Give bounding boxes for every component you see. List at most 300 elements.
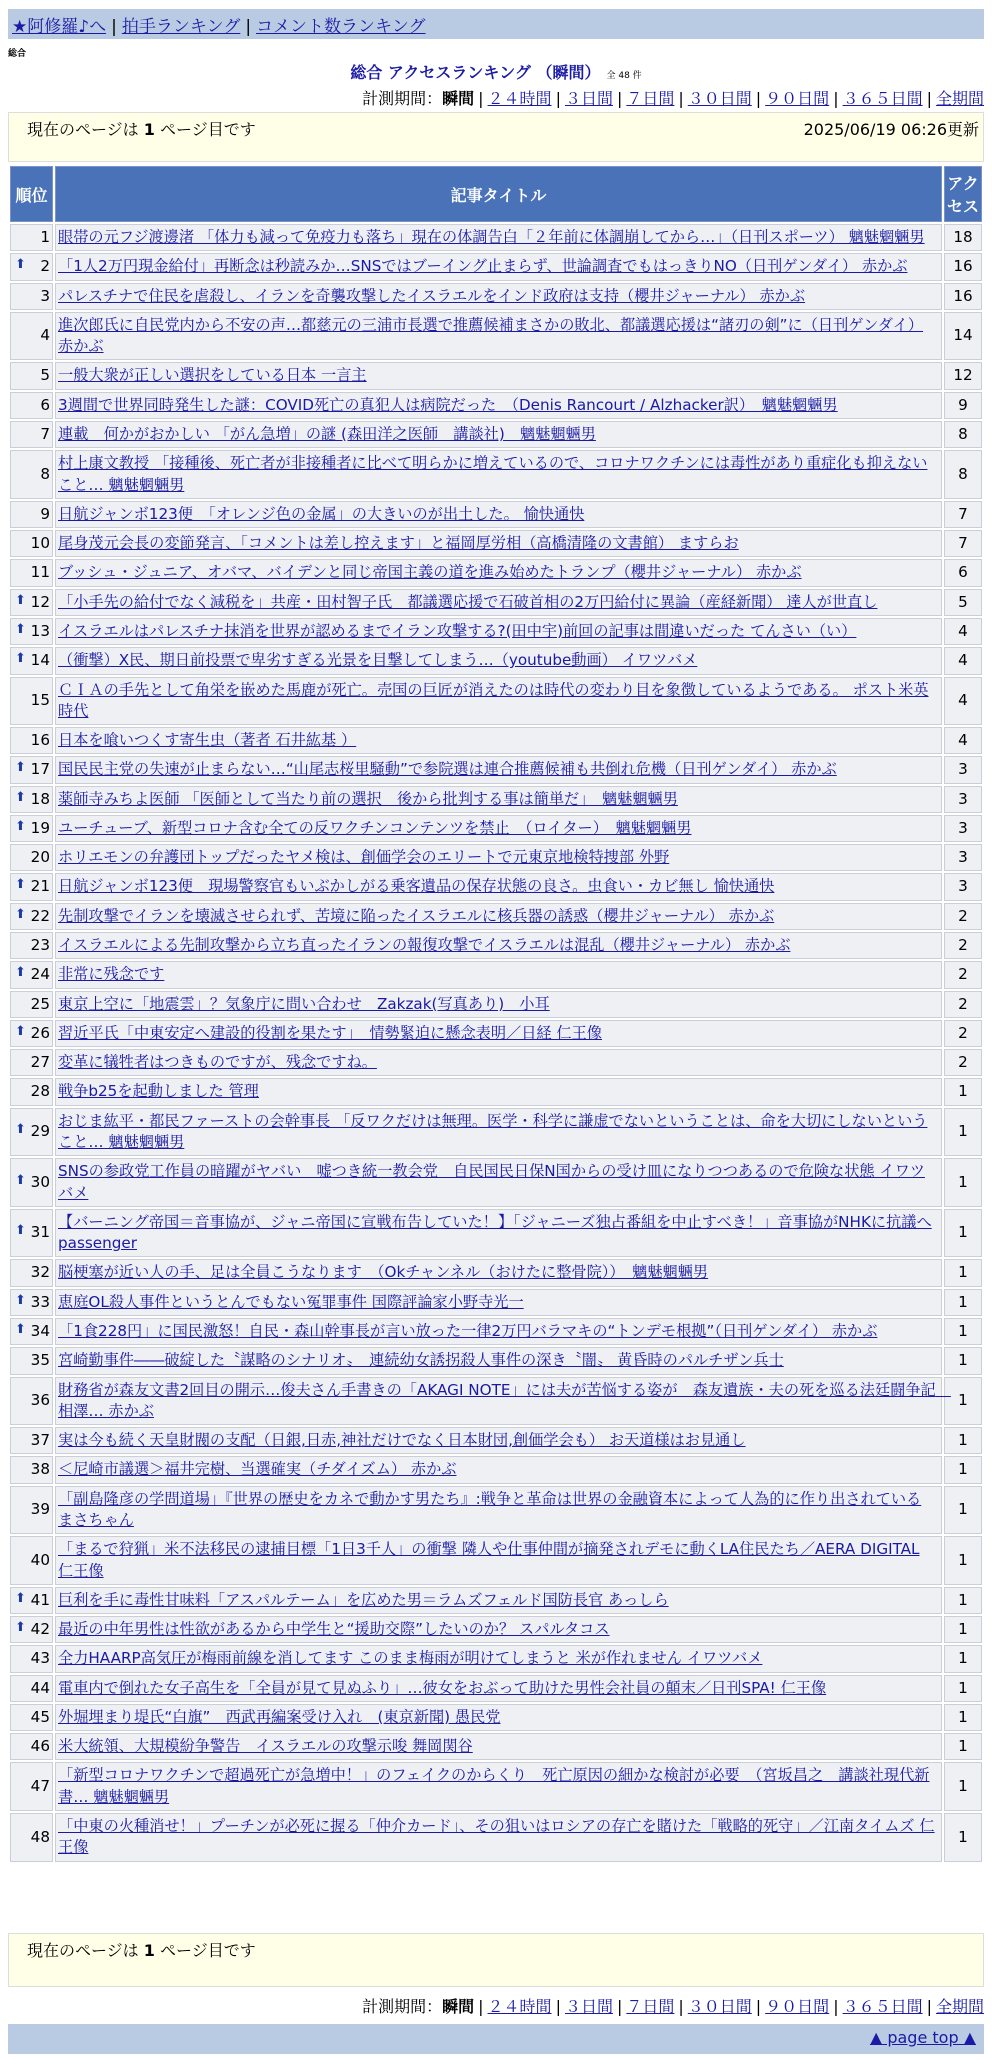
table-header-row xyxy=(10,166,982,222)
info-box-top xyxy=(8,112,984,162)
rank-number: 6 xyxy=(40,395,50,414)
rank-number: 28 xyxy=(30,1082,50,1101)
access-count: 5 xyxy=(944,589,982,616)
rank-cell xyxy=(10,815,53,842)
table-row xyxy=(10,1486,982,1535)
access-count: 1 xyxy=(944,1536,982,1585)
access-count: 1 xyxy=(944,1704,982,1731)
article-title-link[interactable]: 東京上空に「地震雲」？気象庁に問い合わせ Zakzak(写真あり) 小耳 xyxy=(58,994,550,1013)
title-cell xyxy=(55,253,942,280)
table-row xyxy=(10,589,982,616)
access-count: 2 xyxy=(944,1049,982,1076)
rank-cell xyxy=(10,362,53,389)
title-cell xyxy=(55,844,942,871)
comment-ranking-link[interactable]: コメント数ランキング xyxy=(256,17,426,37)
title-cell xyxy=(55,1318,942,1345)
access-count: 1 xyxy=(944,1347,982,1374)
access-count: 4 xyxy=(944,618,982,645)
article-title-link[interactable]: 変革に犠牲者はつきものですが、残念ですね。 xyxy=(58,1053,377,1072)
rank-cell xyxy=(10,844,53,871)
access-count: 1 xyxy=(944,1427,982,1454)
article-title-link[interactable]: 「副島隆彦の学問道場」『世界の歴史をカネで動かす男たち』:戦争と革命は世界の金融資本によって人為的に作り出されている まさちゃん xyxy=(58,1489,922,1529)
table-row xyxy=(10,618,982,645)
title-cell xyxy=(55,362,942,389)
title-cell xyxy=(55,932,942,959)
access-count: 1 xyxy=(944,1486,982,1535)
table-row xyxy=(10,786,982,813)
rank-number: 1 xyxy=(40,228,50,246)
rank-up-arrow-icon: ⬆ xyxy=(15,1620,26,1636)
current-page-text-bottom: 現在のページは 1 ページ目です xyxy=(27,1941,256,1960)
article-title-link[interactable]: 3週間で世界同時発生した謎：COVID死亡の真犯人は病院だった （Denis Rancourt / Alzhacker訳） 魑魅魍魎男 xyxy=(58,395,838,414)
article-title-link[interactable]: 最近の中年男性は性欲があるから中学生と“援助交際”したいのか？ スパルタコス xyxy=(58,1620,610,1639)
rank-number: 35 xyxy=(30,1351,50,1370)
rank-cell xyxy=(10,1675,53,1702)
rank-number: 9 xyxy=(40,504,50,523)
access-count: 1 xyxy=(944,1813,982,1862)
rank-cell xyxy=(10,1347,53,1374)
title-cell xyxy=(55,1536,942,1585)
table-row xyxy=(10,1108,982,1157)
rank-number: 31 xyxy=(30,1223,50,1242)
table-row xyxy=(10,392,982,419)
table-row xyxy=(10,224,982,251)
title-cell xyxy=(55,1704,942,1731)
rank-number: 17 xyxy=(30,760,50,779)
title-cell xyxy=(55,1078,942,1105)
access-count: 1 xyxy=(944,1108,982,1157)
rank-number: 40 xyxy=(30,1550,50,1569)
rank-number: 46 xyxy=(30,1737,50,1756)
table-row xyxy=(10,1456,982,1483)
title-cell xyxy=(55,961,942,988)
rank-cell xyxy=(10,1377,53,1426)
article-title-link[interactable]: 「小手先の給付でなく減税を」共産・田村智子氏 都議選応援で石破首相の2万円給付に異論（産経新聞） 達人が世直し xyxy=(58,592,878,611)
access-count: 3 xyxy=(944,815,982,842)
article-title-link[interactable]: 連載 何かがおかしい 「がん急増」の謎 (森田洋之医師 講談社) 魑魅魍魎男 xyxy=(58,424,596,443)
title-cell xyxy=(55,283,942,310)
article-title-link[interactable]: （衝撃）X民、期日前投票で卑劣すぎる光景を目撃してしまう…（youtube動画） イワツバメ xyxy=(58,651,698,670)
rank-number: 32 xyxy=(30,1263,50,1282)
article-title-link[interactable]: SNSの参政党工作員の暗躍がヤバい 嘘つき統一教会党 自民国民日保N国からの受け皿になりつつあるので危険な状態 イワツバメ xyxy=(58,1162,925,1202)
article-title-link[interactable]: 「中東の火種消せ！」プーチンが必死に握る「仲介カード」、その狙いはロシアの存亡を賭けた「戦略的死守」／江南タイムズ 仁王像 xyxy=(58,1817,935,1857)
rank-number: 22 xyxy=(30,906,50,925)
rank-number: 11 xyxy=(30,563,50,582)
access-count: 3 xyxy=(944,786,982,813)
period-label: 計測期間： xyxy=(362,1997,443,2016)
ranking-table xyxy=(8,164,984,1864)
access-count: 1 xyxy=(944,1456,982,1483)
rank-up-arrow-icon: ⬆ xyxy=(15,877,26,893)
article-title-link[interactable]: 進次郎氏に自民党内から不安の声…都慈元の三浦市長選で推薦候補まさかの敗北、都議選応援は“諸刃の剣”に（日刊ゲンダイ） 赤かぶ xyxy=(58,315,924,356)
period-option-link[interactable]: ２４時間 xyxy=(487,89,552,108)
rank-cell xyxy=(10,224,53,251)
rank-number: 21 xyxy=(30,877,50,896)
rank-number: 33 xyxy=(30,1292,50,1311)
title-cell xyxy=(55,501,942,528)
access-column-header: アクセス xyxy=(944,166,982,222)
article-title-link[interactable]: 財務省が森友文書2回目の開示…俊夫さん手書きの「AKAGI NOTE」には夫が苦悩する姿が 森友遺族・夫の死を巡る法廷闘争記 相澤… 赤かぶ xyxy=(58,1380,951,1420)
table-row xyxy=(10,1078,982,1105)
period-option-link[interactable]: ７日間 xyxy=(626,1997,675,2016)
table-row xyxy=(10,1318,982,1345)
article-title-link[interactable]: イスラエルはパレスチナ抹消を世界が認めるまでイラン攻撃する?(田中宇)前回の記事は間違いだった てんさい（い） xyxy=(58,621,857,640)
period-label: 計測期間： xyxy=(362,89,443,108)
period-separator: | xyxy=(678,1997,684,2016)
access-count: 8 xyxy=(944,421,982,448)
rank-cell xyxy=(10,647,53,674)
rank-number: 30 xyxy=(30,1172,50,1191)
title-cell xyxy=(55,873,942,900)
nav-separator: | xyxy=(245,17,252,37)
period-option-link[interactable]: ９０日間 xyxy=(765,1997,830,2016)
access-count: 14 xyxy=(944,312,982,361)
rank-up-arrow-icon: ⬆ xyxy=(15,906,26,922)
table-row xyxy=(10,903,982,930)
table-row xyxy=(10,362,982,389)
table-row xyxy=(10,450,982,499)
period-current: 瞬間 xyxy=(442,1997,475,2016)
rank-cell xyxy=(10,932,53,959)
table-row xyxy=(10,1347,982,1374)
table-row xyxy=(10,991,982,1018)
article-title-link[interactable]: 日航ジャンボ123便 現場警察官もいぶかしがる乗客遺品の保存状態の良さ。虫食い・カビ無し 愉快通快 xyxy=(58,877,775,896)
table-row xyxy=(10,756,982,783)
rank-number: 38 xyxy=(30,1460,50,1479)
rank-number: 48 xyxy=(30,1827,50,1846)
rank-cell xyxy=(10,1645,53,1672)
article-title-link[interactable]: 米大統領、大規模紛争警告 イスラエルの攻撃示唆 舞岡関谷 xyxy=(58,1737,473,1756)
rank-up-arrow-icon: ⬆ xyxy=(15,1172,26,1188)
period-separator: | xyxy=(555,89,561,108)
info-box-bottom xyxy=(8,1933,984,1987)
table-row xyxy=(10,932,982,959)
rank-cell xyxy=(10,1587,53,1614)
article-title-link[interactable]: 【バーニング帝国＝音事協が、ジャニ帝国に宣戦布告していた！】「ジャニーズ独占番組を中止すべき！」音事協がNHKに抗議へ passenger xyxy=(58,1212,932,1253)
title-cell xyxy=(55,1427,942,1454)
article-title-link[interactable]: 戦争b25を起動しました 管理 xyxy=(58,1082,259,1101)
table-row xyxy=(10,1616,982,1643)
table-row xyxy=(10,1020,982,1047)
access-count: 7 xyxy=(944,530,982,557)
title-cell xyxy=(55,756,942,783)
access-count: 8 xyxy=(944,450,982,499)
article-title-link[interactable]: 習近平氏「中東安定へ建設的役割を果たす」 情勢緊迫に懸念表明／日経 仁王像 xyxy=(58,1023,602,1042)
rank-up-arrow-icon: ⬆ xyxy=(15,651,26,667)
ranking-table-body xyxy=(10,224,982,1862)
table-row xyxy=(10,1675,982,1702)
table-row xyxy=(10,1259,982,1286)
rank-up-arrow-icon: ⬆ xyxy=(15,760,26,776)
rank-number: 29 xyxy=(30,1122,50,1141)
rank-number: 26 xyxy=(30,1023,50,1042)
access-count: 3 xyxy=(944,873,982,900)
title-cell xyxy=(55,1762,942,1811)
rank-cell xyxy=(10,961,53,988)
period-separator: | xyxy=(755,89,762,108)
title-cell xyxy=(55,815,942,842)
rank-cell xyxy=(10,1318,53,1345)
period-option-link[interactable]: 全期間 xyxy=(935,89,984,108)
title-cell xyxy=(55,1616,942,1643)
rank-up-arrow-icon: ⬆ xyxy=(15,818,26,834)
access-count: 4 xyxy=(944,677,982,726)
title-cell xyxy=(55,1158,942,1207)
rank-cell xyxy=(10,991,53,1018)
article-title-link[interactable]: 「1人2万円現金給付」再断念は秒読みか…SNSではブーイング止まらず、世論調査でもはっきりNO（日刊ゲンダイ） 赤かぶ xyxy=(58,257,908,276)
table-row xyxy=(10,873,982,900)
title-cell xyxy=(55,1049,942,1076)
period-separator: | xyxy=(478,1997,484,2016)
table-row xyxy=(10,1813,982,1862)
rank-cell xyxy=(10,312,53,361)
title-cell xyxy=(55,618,942,645)
title-cell xyxy=(55,786,942,813)
rank-cell xyxy=(10,392,53,419)
title-cell xyxy=(55,1587,942,1614)
article-title-link[interactable]: 外堀埋まり堤氏“白旗” 西武再編案受け入れ (東京新聞) 愚民党 xyxy=(58,1707,501,1726)
rank-number: 14 xyxy=(30,651,50,670)
article-title-link[interactable]: 一般大衆が正しい選択をしている日本 一言主 xyxy=(58,366,367,385)
rank-cell xyxy=(10,530,53,557)
title-block xyxy=(8,60,984,83)
home-link[interactable]: ★阿修羅♪へ xyxy=(12,17,107,37)
article-title-link[interactable]: 「新型コロナワクチンで超過死亡が急増中！」のフェイクのからくり 死亡原因の細かな検討が必要 （宮坂昌之 講談社現代新書… 魑魅魍魎男 xyxy=(58,1766,930,1806)
article-title-link[interactable]: 日航ジャンボ123便 「オレンジ色の金属」の大きいのが出土した。 愉快通快 xyxy=(58,504,585,523)
rank-number: 47 xyxy=(30,1777,50,1796)
bottom-bar xyxy=(8,2024,984,2054)
rank-number: 18 xyxy=(30,789,50,808)
table-row xyxy=(10,530,982,557)
article-title-link[interactable]: ホリエモンの弁護団トップだったヤメ検は、創価学会のエリートで元東京地検特捜部 外野 xyxy=(58,848,670,867)
rank-cell xyxy=(10,1049,53,1076)
rank-cell xyxy=(10,559,53,586)
rank-cell xyxy=(10,1456,53,1483)
rank-number: 45 xyxy=(30,1707,50,1726)
rank-number: 13 xyxy=(30,621,50,640)
period-separator: | xyxy=(616,89,623,108)
table-row xyxy=(10,677,982,726)
rank-cell xyxy=(10,1704,53,1731)
article-title-link[interactable]: 「まるで狩猟」米不法移民の逮捕目標「1日3千人」の衝撃 隣人や仕事仲間が摘発されデモに動くLA住民たち／AERA DIGITAL 仁王像 xyxy=(58,1540,920,1580)
rank-cell xyxy=(10,501,53,528)
article-title-link[interactable]: ブッシュ・ジュニア、オバマ、バイデンと同じ帝国主義の道を進み始めたトランプ（櫻井ジャーナル） 赤かぶ xyxy=(58,563,802,582)
article-title-link[interactable]: 非常に残念です xyxy=(58,965,165,984)
article-title-link[interactable]: 薬師寺みちよ医師 「医師として当たり前の選択 後から批判する事は簡単だ」 魑魅魍魎男 xyxy=(58,789,678,808)
article-title-link[interactable]: 国民民主党の失速が止まらない…“山尾志桜里騒動”で参院選は連合推薦候補も共倒れ危機（日刊ゲンダイ） 赤かぶ xyxy=(58,760,837,779)
rank-cell xyxy=(10,1020,53,1047)
table-row xyxy=(10,1645,982,1672)
table-row xyxy=(10,844,982,871)
title-cell xyxy=(55,450,942,499)
rank-cell xyxy=(10,1209,53,1258)
period-option-link[interactable]: ３６５日間 xyxy=(842,1997,923,2016)
rank-cell xyxy=(10,1733,53,1760)
article-title-link[interactable]: 先制攻撃でイランを壊滅させられず、苦境に陥ったイスラエルに核兵器の誘惑（櫻井ジャーナル） 赤かぶ xyxy=(58,906,775,925)
rank-number: 25 xyxy=(30,994,50,1013)
title-cell xyxy=(55,991,942,1018)
table-row xyxy=(10,815,982,842)
rank-up-arrow-icon: ⬆ xyxy=(15,965,26,981)
top-nav-bar xyxy=(8,9,984,39)
rank-number: 7 xyxy=(40,424,50,443)
access-count: 1 xyxy=(944,1587,982,1614)
period-option-link[interactable]: ７日間 xyxy=(626,89,675,108)
rank-up-arrow-icon: ⬆ xyxy=(15,592,26,608)
access-count: 1 xyxy=(944,1078,982,1105)
title-cell xyxy=(55,903,942,930)
article-title-link[interactable]: ユーチューブ、新型コロナ含む全ての反ワクチンコンテンツを禁止 （ロイター） 魑魅魍魎男 xyxy=(58,818,692,837)
table-row xyxy=(10,501,982,528)
table-row xyxy=(10,1733,982,1760)
article-title-link[interactable]: 宮崎勤事件――破綻した〝謀略のシナリオ〟 連続幼女誘拐殺人事件の深き〝闇〟 黄昏時のパルチザン兵士 xyxy=(58,1351,784,1370)
article-title-link[interactable]: 日本を喰いつくす寄生虫（著者 石井紘基 ） xyxy=(58,731,357,750)
period-option-link[interactable]: ３日間 xyxy=(564,1997,613,2016)
article-title-link[interactable]: 恵庭OL殺人事件というとんでもない冤罪事件 国際評論家小野寺光一 xyxy=(58,1292,524,1311)
rank-number: 15 xyxy=(30,691,50,710)
rank-cell xyxy=(10,1158,53,1207)
table-row xyxy=(10,1049,982,1076)
period-separator: | xyxy=(755,1997,762,2016)
rank-up-arrow-icon: ⬆ xyxy=(15,1292,26,1308)
table-row xyxy=(10,1536,982,1585)
rank-number: 5 xyxy=(40,366,50,385)
rank-cell xyxy=(10,450,53,499)
rank-cell xyxy=(10,1108,53,1157)
table-row xyxy=(10,647,982,674)
table-row xyxy=(10,559,982,586)
access-count: 2 xyxy=(944,961,982,988)
period-option-link[interactable]: ２４時間 xyxy=(487,1997,552,2016)
period-selector-bottom xyxy=(362,1994,984,2017)
period-option-link[interactable]: ３６５日間 xyxy=(842,89,923,108)
article-title-link[interactable]: 眼帯の元フジ渡邊渚 「体力も減って免疫力も落ち」現在の体調告白「２年前に体調崩してから…」（日刊スポーツ） 魑魅魍魎男 xyxy=(58,228,925,246)
nav-separator: | xyxy=(111,17,117,37)
table-row xyxy=(10,961,982,988)
current-page-text: 現在のページは 1 ページ目です xyxy=(27,120,256,139)
rank-up-arrow-icon: ⬆ xyxy=(15,1223,26,1239)
rank-cell xyxy=(10,1762,53,1811)
access-count: 1 xyxy=(944,1318,982,1345)
rank-cell xyxy=(10,786,53,813)
article-title-link[interactable]: 全力HAARP高気圧が梅雨前線を消してます このまま梅雨が明けてしまうと 米が作れません イワツバメ xyxy=(58,1649,763,1668)
rank-number: 16 xyxy=(30,731,50,750)
article-title-link[interactable]: 村上康文教授 「接種後、死亡者が非接種者に比べて明らかに増えているので、コロナワクチンには毒性があり重症化も抑えないこと… 魑魅魍魎男 xyxy=(58,454,928,494)
page-title: 総合 アクセスランキング （瞬間） xyxy=(350,63,601,82)
article-title-link[interactable]: ＣＩＡの手先として角栄を嵌めた馬鹿が死亡。売国の巨匠が消えたのは時代の変わり目を象徴しているようである。 ポスト米英時代 xyxy=(58,680,929,720)
article-title-link[interactable]: 実は今も続く天皇財閥の支配（日銀,日赤,神社だけでなく日本財団,創価学会も） お天道様はお見通し xyxy=(58,1431,746,1450)
rank-number: 12 xyxy=(30,592,50,611)
table-row xyxy=(10,727,982,754)
rank-up-arrow-icon: ⬆ xyxy=(15,621,26,637)
article-title-link[interactable]: ＜尼崎市議選＞福井完樹、当選確実（チダイズム） 赤かぶ xyxy=(58,1460,457,1479)
title-cell xyxy=(55,1289,942,1316)
period-separator: | xyxy=(616,1997,623,2016)
access-count: 4 xyxy=(944,727,982,754)
period-separator: | xyxy=(678,89,684,108)
clap-ranking-link[interactable]: 拍手ランキング xyxy=(121,17,241,37)
rank-number: 39 xyxy=(30,1500,50,1519)
article-title-link[interactable]: イスラエルによる先制攻撃から立ち直ったイランの報復攻撃でイスラエルは混乱（櫻井ジャーナル） 赤かぶ xyxy=(58,936,791,955)
access-count: 1 xyxy=(944,1762,982,1811)
period-option-link[interactable]: ３日間 xyxy=(564,89,613,108)
access-count: 12 xyxy=(944,362,982,389)
title-cell xyxy=(55,1259,942,1286)
title-cell xyxy=(55,530,942,557)
article-title-link[interactable]: 尾身茂元会長の変節発言、「コメントは差し控えます」と福岡厚労相（高橋清隆の文書館） ますらお xyxy=(58,534,739,553)
period-option-link[interactable]: ９０日間 xyxy=(765,89,830,108)
table-row xyxy=(10,1704,982,1731)
table-row xyxy=(10,253,982,280)
rank-cell xyxy=(10,253,53,280)
title-cell xyxy=(55,1347,942,1374)
title-cell xyxy=(55,1486,942,1535)
access-count: 3 xyxy=(944,756,982,783)
rank-number: 42 xyxy=(30,1620,50,1639)
period-separator: | xyxy=(833,89,839,108)
title-cell xyxy=(55,421,942,448)
period-option-link[interactable]: 全期間 xyxy=(935,1997,984,2016)
table-row xyxy=(10,1587,982,1614)
access-count: 4 xyxy=(944,647,982,674)
rank-number: 43 xyxy=(30,1649,50,1668)
rank-cell xyxy=(10,283,53,310)
rank-number: 3 xyxy=(40,286,50,305)
table-row xyxy=(10,1762,982,1811)
period-separator: | xyxy=(478,89,484,108)
rank-number: 2 xyxy=(40,257,50,276)
category-label: 総合 xyxy=(8,49,27,59)
title-cell xyxy=(55,392,942,419)
rank-up-arrow-icon: ⬆ xyxy=(15,1321,26,1337)
period-separator: | xyxy=(833,1997,839,2016)
title-cell xyxy=(55,1377,951,1426)
rank-up-arrow-icon: ⬆ xyxy=(15,257,26,273)
access-count: 1 xyxy=(944,1616,982,1643)
rank-cell xyxy=(10,727,53,754)
title-cell xyxy=(55,1108,942,1157)
title-cell xyxy=(55,1733,942,1760)
article-title-link[interactable]: 「1食228円」に国民激怒！自民・森山幹事長が言い放った一律2万円バラマキの“トンデモ根拠”（日刊ゲンダイ） 赤かぶ xyxy=(58,1321,878,1340)
period-selector-top xyxy=(362,86,984,109)
rank-number: 24 xyxy=(30,965,50,984)
rank-cell xyxy=(10,1616,53,1643)
title-cell xyxy=(55,589,942,616)
period-option-link[interactable]: ３０日間 xyxy=(687,89,752,108)
rank-up-arrow-icon: ⬆ xyxy=(15,1122,26,1138)
rank-number: 27 xyxy=(30,1053,50,1072)
title-cell xyxy=(55,1813,942,1862)
access-count: 1 xyxy=(944,1259,982,1286)
access-count: 18 xyxy=(944,224,982,251)
title-cell xyxy=(55,224,942,251)
title-cell xyxy=(55,647,942,674)
period-option-link[interactable]: ３０日間 xyxy=(687,1997,752,2016)
page-top-link[interactable]: ▲ page top ▲ xyxy=(869,2028,976,2047)
title-cell xyxy=(55,1675,942,1702)
article-title-link[interactable]: 脳梗塞が近い人の手、足は全員こうなります （Okチャンネル（おけたに整骨院）） 魑魅魍魎男 xyxy=(58,1263,709,1282)
access-count: 2 xyxy=(944,1020,982,1047)
title-cell xyxy=(55,312,942,361)
access-count: 9 xyxy=(944,392,982,419)
rank-cell xyxy=(10,1289,53,1316)
article-title-link[interactable]: パレスチナで住民を虐殺し、イランを奇襲攻撃したイスラエルをインド政府は支持（櫻井ジャーナル） 赤かぶ xyxy=(58,286,806,305)
rank-column-header: 順位 xyxy=(10,166,53,222)
article-title-link[interactable]: おじま紘平・都民ファーストの会幹事長 「反ワクだけは無理。医学・科学に謙虚でないということは、命を大切にしないということ… 魑魅魍魎男 xyxy=(58,1111,928,1151)
article-title-link[interactable]: 巨利を手に毒性甘味料「アスパルテーム」を広めた男＝ラムズフェルド国防長官 あっしら xyxy=(58,1590,669,1609)
article-title-link[interactable]: 電車内で倒れた女子高生を「全員が見て見ぬふり」…彼女をおぶって助けた男性会社員の顛末／日刊SPA! 仁王像 xyxy=(58,1678,827,1697)
access-count: 3 xyxy=(944,844,982,871)
